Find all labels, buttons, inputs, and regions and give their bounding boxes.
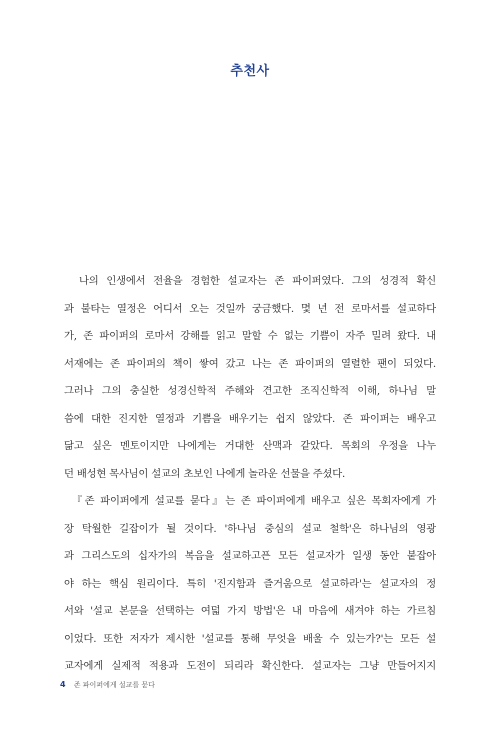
page-title: 추천사 <box>230 64 270 79</box>
page-number: 4 <box>60 680 66 689</box>
text-line: 과 그리스도의 십자가의 복음을 설교하고픈 모든 설교자가 일생 동안 붙잡아 <box>64 550 436 562</box>
text-line: 씀에 대한 진지한 열정과 기쁨을 배우기는 쉽지 않았다. 존 파이퍼는 배우고 <box>64 412 436 425</box>
text-line: 서와 '설교 본문을 선택하는 여덟 가지 방법'은 내 마음에 새겨야 하는 가르침 <box>64 605 436 617</box>
text-line: 닮고 싶은 멘토이지만 나에게는 거대한 산맥과 같았다. 목회의 우정을 나누 <box>64 440 436 452</box>
page-footer <box>60 680 155 690</box>
text-line: 이었다. 또한 저자가 제시한 '설교를 통해 무엇을 배울 수 있는가?'는 모든 설 <box>64 632 436 645</box>
text-line: 과 불타는 열정은 어디서 오는 것일까 궁금했다. 몇 년 전 로마서를 설교하다 <box>64 302 436 315</box>
text-line: 나의 인생에서 전율을 경험한 설교자는 존 파이퍼였다. 그의 성경적 확신 <box>64 275 436 287</box>
text-line: 가, 존 파이퍼의 로마서 강해를 읽고 말할 수 없는 기쁨이 자주 밀려 왔다. 내 <box>64 330 436 342</box>
running-title: 존 파이퍼에게 설교를 묻다 <box>73 681 155 689</box>
text-line: 『존 파이퍼에게 설교를 묻다』는 존 파이퍼에게 배우고 싶은 목회자에게 가 <box>64 495 436 507</box>
text-line: 던 배성현 목사님이 설교의 초보인 나에게 놀라운 선물을 주셨다. <box>64 467 346 480</box>
body-text <box>64 268 436 681</box>
text-line: 장 탁월한 길잡이가 될 것이다. '하나님 중심의 설교 철학'은 하나님의 영광 <box>64 522 436 535</box>
text-line: 서재에는 존 파이퍼의 책이 쌓여 갔고 나는 존 파이퍼의 열렬한 팬이 되었다. <box>64 357 436 370</box>
text-line: 그러나 그의 충실한 성경신학적 주해와 견고한 조직신학적 이해, 하나님 말 <box>64 385 436 397</box>
text-line: 야 하는 핵심 원리이다. 특히 '진지함과 즐거움으로 설교하라'는 설교자의 정 <box>64 577 436 590</box>
text-line: 교자에게 실제적 적용과 도전이 되리라 확신한다. 설교자는 그냥 만들어지지 <box>64 660 436 672</box>
